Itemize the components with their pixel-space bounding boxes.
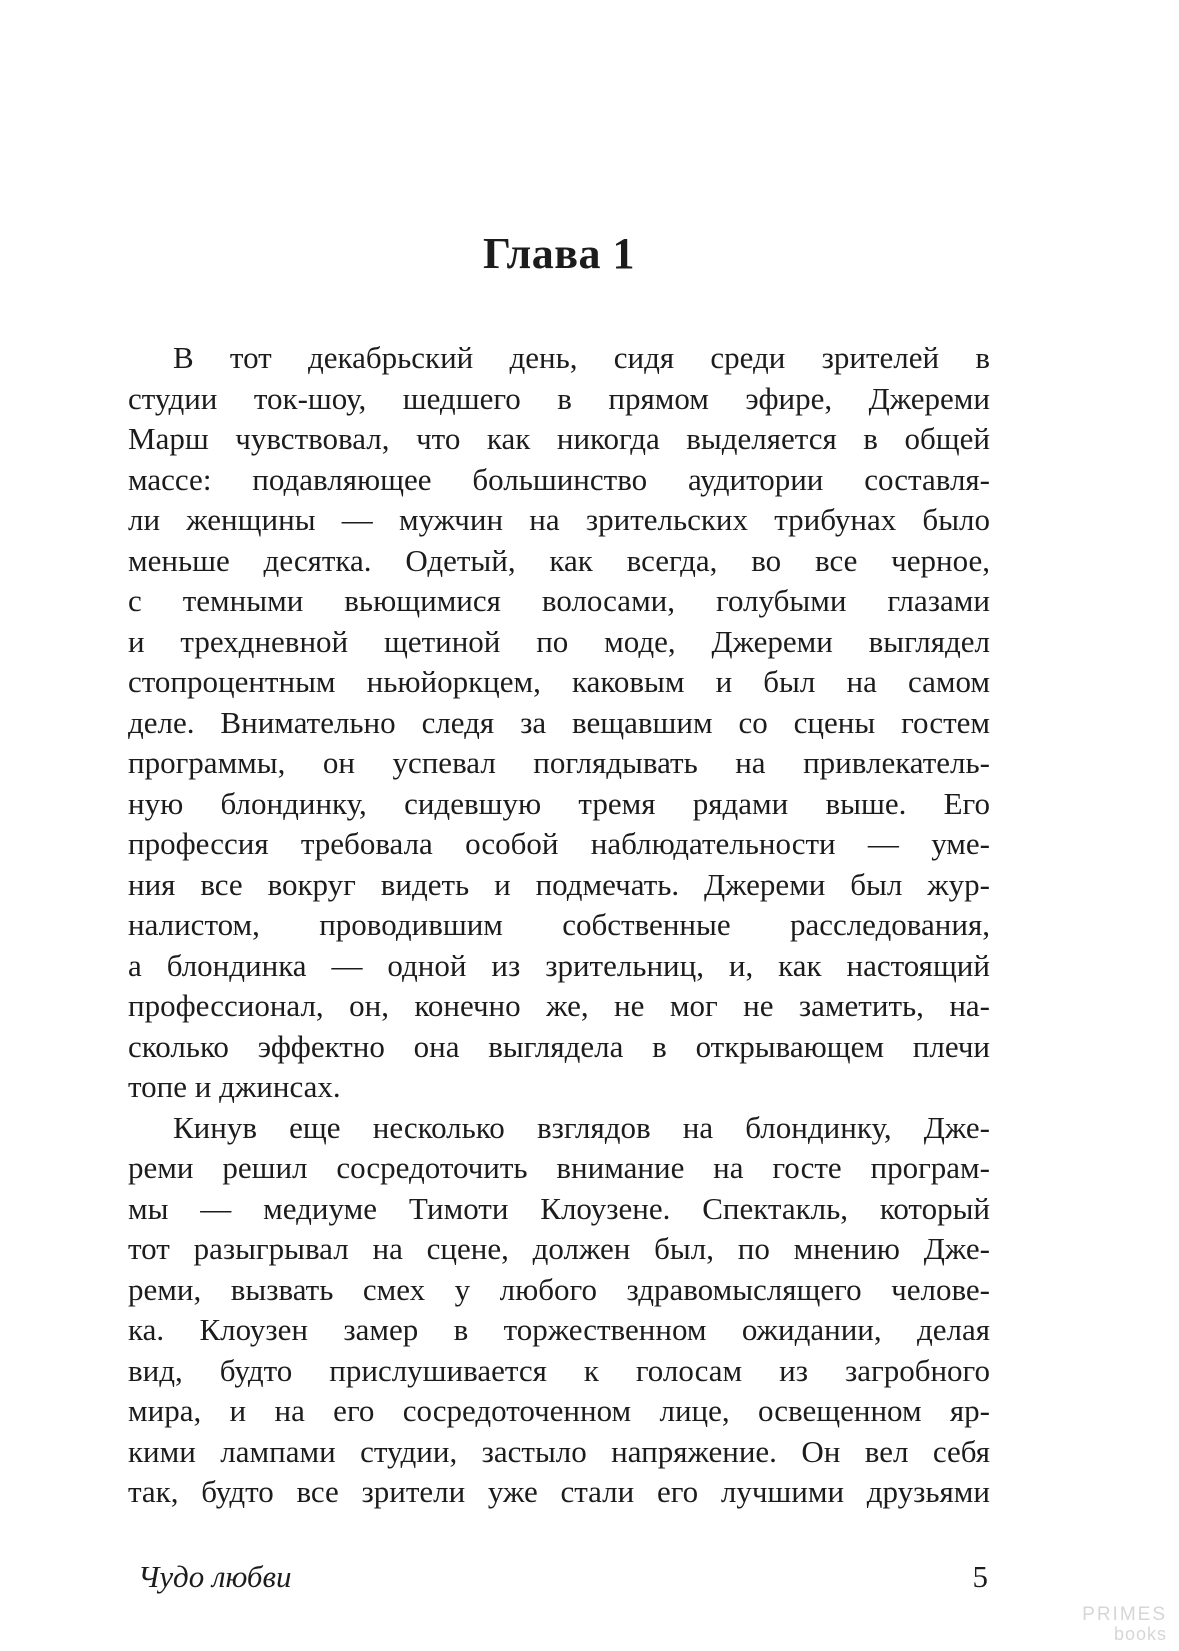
text-line: так, будто все зрители уже стали его лучшими друзьями (128, 1474, 990, 1509)
watermark-books-text: books (1113, 1624, 1167, 1644)
text-line: профессия требовала особой наблюдательности — уме- (128, 826, 990, 861)
text-line: мы — медиуме Тимоти Клоузене. Спектакль, который (128, 1190, 990, 1226)
text-line: тот разыгрывал на сцене, должен был, по мнению Дже- (128, 1231, 990, 1266)
text-line: вид, будто прислушивается к голосам из загробного (128, 1352, 990, 1388)
text-line: с темными вьющимися волосами, голубыми глазами (128, 583, 990, 618)
text-line: ли женщины — мужчин на зрительских трибунах было (128, 502, 990, 537)
text-line: реми, вызвать смех у любого здравомыслящего челове- (128, 1271, 990, 1307)
running-book-title: Чудо любви (138, 1559, 292, 1594)
text-line: и трехдневной щетиной по моде, Джереми выглядел (128, 623, 990, 659)
text-line: налистом, проводившим собственные расследования, (128, 907, 990, 942)
text-line: программы, он успевал поглядывать на привлекатель- (128, 745, 990, 780)
body-text (128, 338, 990, 1513)
page-footer (128, 1558, 990, 1595)
text-line: сколько эффектно она выглядела в открывающем плечи (128, 1028, 990, 1064)
text-line: профессионал, он, конечно же, не мог не заметить, на- (128, 988, 990, 1023)
text-line: мира, и на его сосредоточенном лице, освещенном яр- (128, 1393, 990, 1428)
text-line: кими лампами студии, застыло напряжение. Он вел себя (128, 1433, 990, 1469)
text-line: деле. Внимательно следя за вещавшим со сцены гостем (128, 704, 990, 740)
text-line: ную блондинку, сидевшую тремя рядами выше. Его (128, 785, 990, 821)
text-line: Кинув еще несколько взглядов на блондинку, Дже- (173, 1109, 990, 1145)
text-line: ния все вокруг видеть и подмечать. Джереми был жур- (128, 866, 990, 902)
text-line: топе и джинсах. (128, 1069, 341, 1104)
text-line: а блондинка — одной из зрительниц, и, как настоящий (128, 947, 990, 983)
page-number: 5 (972, 1559, 988, 1594)
text-line: стопроцентным ньюйоркцем, каковым и был на самом (128, 664, 990, 699)
text-line: В тот декабрьский день, сидя среди зрителей в (173, 340, 990, 375)
watermark-primes-text: PRIMES (1082, 1604, 1167, 1625)
chapter-title: Глава 1 (483, 229, 635, 278)
text-line: Марш чувствовал, что как никогда выделяется в общей (128, 421, 990, 456)
text-line: реми решил сосредоточить внимание на госте програм- (128, 1150, 990, 1185)
publisher-watermark (1082, 1605, 1167, 1643)
text-line: меньше десятка. Одетый, как всегда, во все черное, (128, 542, 990, 578)
text-line: ка. Клоузен замер в торжественном ожидании, делая (128, 1312, 990, 1347)
text-line: студии ток-шоу, шедшего в прямом эфире, Джереми (128, 380, 990, 416)
text-line: массе: подавляющее большинство аудитории составля- (128, 461, 990, 497)
